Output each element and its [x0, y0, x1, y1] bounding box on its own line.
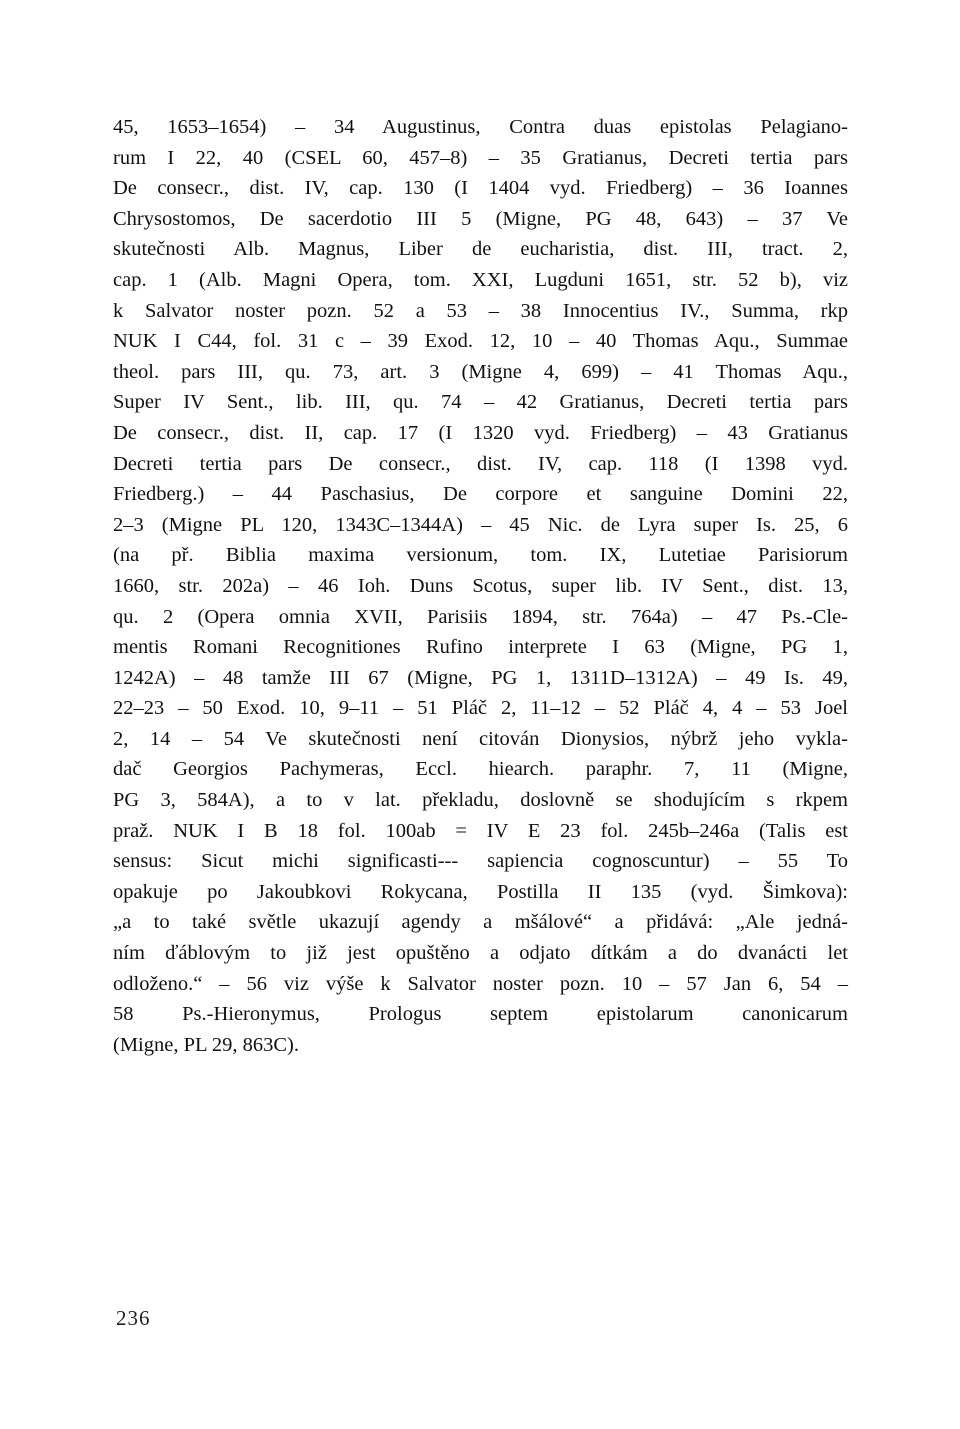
- note-line: theol. pars III, qu. 73, art. 3 (Migne 4, 699) – 41 Thomas Aqu.,: [113, 360, 848, 383]
- note-line: cap. 1 (Alb. Magni Opera, tom. XXI, Lugduni 1651, str. 52 b), viz: [113, 268, 848, 291]
- note-line: opakuje po Jakoubkovi Rokycana, Postilla II 135 (vyd. Šimkova):: [113, 880, 848, 903]
- note-line: PG 3, 584A), a to v lat. překladu, doslovně se shodujícím s rkpem: [113, 789, 848, 812]
- note-line: odloženo.“ – 56 viz výše k Salvator noster pozn. 10 – 57 Jan 6, 54 –: [113, 972, 848, 995]
- note-line: Friedberg.) – 44 Paschasius, De corpore et sanguine Domini 22,: [113, 483, 848, 506]
- note-line: praž. NUK I B 18 fol. 100ab = IV E 23 fol. 245b–246a (Talis est: [113, 819, 848, 842]
- note-line: 45, 1653–1654) – 34 Augustinus, Contra duas epistolas Pelagiano-: [113, 116, 848, 138]
- note-line: De consecr., dist. II, cap. 17 (I 1320 vyd. Friedberg) – 43 Gratianus: [113, 421, 848, 444]
- note-line: 2, 14 – 54 Ve skutečnosti není citován Dionysios, nýbrž jeho vykla-: [113, 727, 848, 750]
- page-number: 236: [116, 1306, 151, 1330]
- note-line: Super IV Sent., lib. III, qu. 74 – 42 Gratianus, Decreti tertia pars: [113, 391, 848, 414]
- note-line: sensus: Sicut michi significasti--- sapiencia cognoscuntur) – 55 To: [113, 850, 848, 873]
- note-line: De consecr., dist. IV, cap. 130 (I 1404 vyd. Friedberg) – 36 Ioannes: [113, 177, 848, 200]
- note-line: Chrysostomos, De sacerdotio III 5 (Migne, PG 48, 643) – 37 Ve: [113, 207, 848, 230]
- note-line: 1242A) – 48 tamže III 67 (Migne, PG 1, 1311D–1312A) – 49 Is. 49,: [113, 666, 848, 689]
- note-line: k Salvator noster pozn. 52 a 53 – 38 Innocentius IV., Summa, rkp: [113, 299, 848, 322]
- note-line: NUK I C44, fol. 31 c – 39 Exod. 12, 10 – 40 Thomas Aqu., Summae: [113, 330, 848, 353]
- note-line: 22–23 – 50 Exod. 10, 9–11 – 51 Pláč 2, 11–12 – 52 Pláč 4, 4 – 53 Joel: [113, 697, 848, 720]
- note-line: rum I 22, 40 (CSEL 60, 457–8) – 35 Gratianus, Decreti tertia pars: [113, 146, 848, 169]
- note-line: 1660, str. 202a) – 46 Ioh. Duns Scotus, super lib. IV Sent., dist. 13,: [113, 574, 848, 597]
- note-line: (Migne, PL 29, 863C).: [113, 1033, 300, 1056]
- note-line: mentis Romani Recognitiones Rufino interprete I 63 (Migne, PG 1,: [113, 636, 848, 659]
- note-line: (na př. Biblia maxima versionum, tom. IX, Lutetiae Parisiorum: [113, 544, 848, 567]
- note-line: qu. 2 (Opera omnia XVII, Parisiis 1894, str. 764a) – 47 Ps.-Cle-: [113, 605, 848, 628]
- note-line: dač Georgios Pachymeras, Eccl. hiearch. paraphr. 7, 11 (Migne,: [113, 758, 848, 781]
- note-line: ním ďáblovým to již jest opuštěno a odjato dítkám a do dvanácti let: [113, 942, 848, 965]
- note-line: 58 Ps.-Hieronymus, Prologus septem epistolarum canonicarum: [113, 1003, 848, 1026]
- note-line: skutečnosti Alb. Magnus, Liber de eucharistia, dist. III, tract. 2,: [113, 238, 848, 261]
- note-line: 2–3 (Migne PL 120, 1343C–1344A) – 45 Nic. de Lyra super Is. 25, 6: [113, 513, 848, 536]
- note-line: „a to také světle ukazují agendy a mšálové“ a přidává: „Ale jedná-: [113, 911, 848, 934]
- note-line: Decreti tertia pars De consecr., dist. IV, cap. 118 (I 1398 vyd.: [113, 452, 848, 475]
- footnotes-block: [113, 112, 848, 1060]
